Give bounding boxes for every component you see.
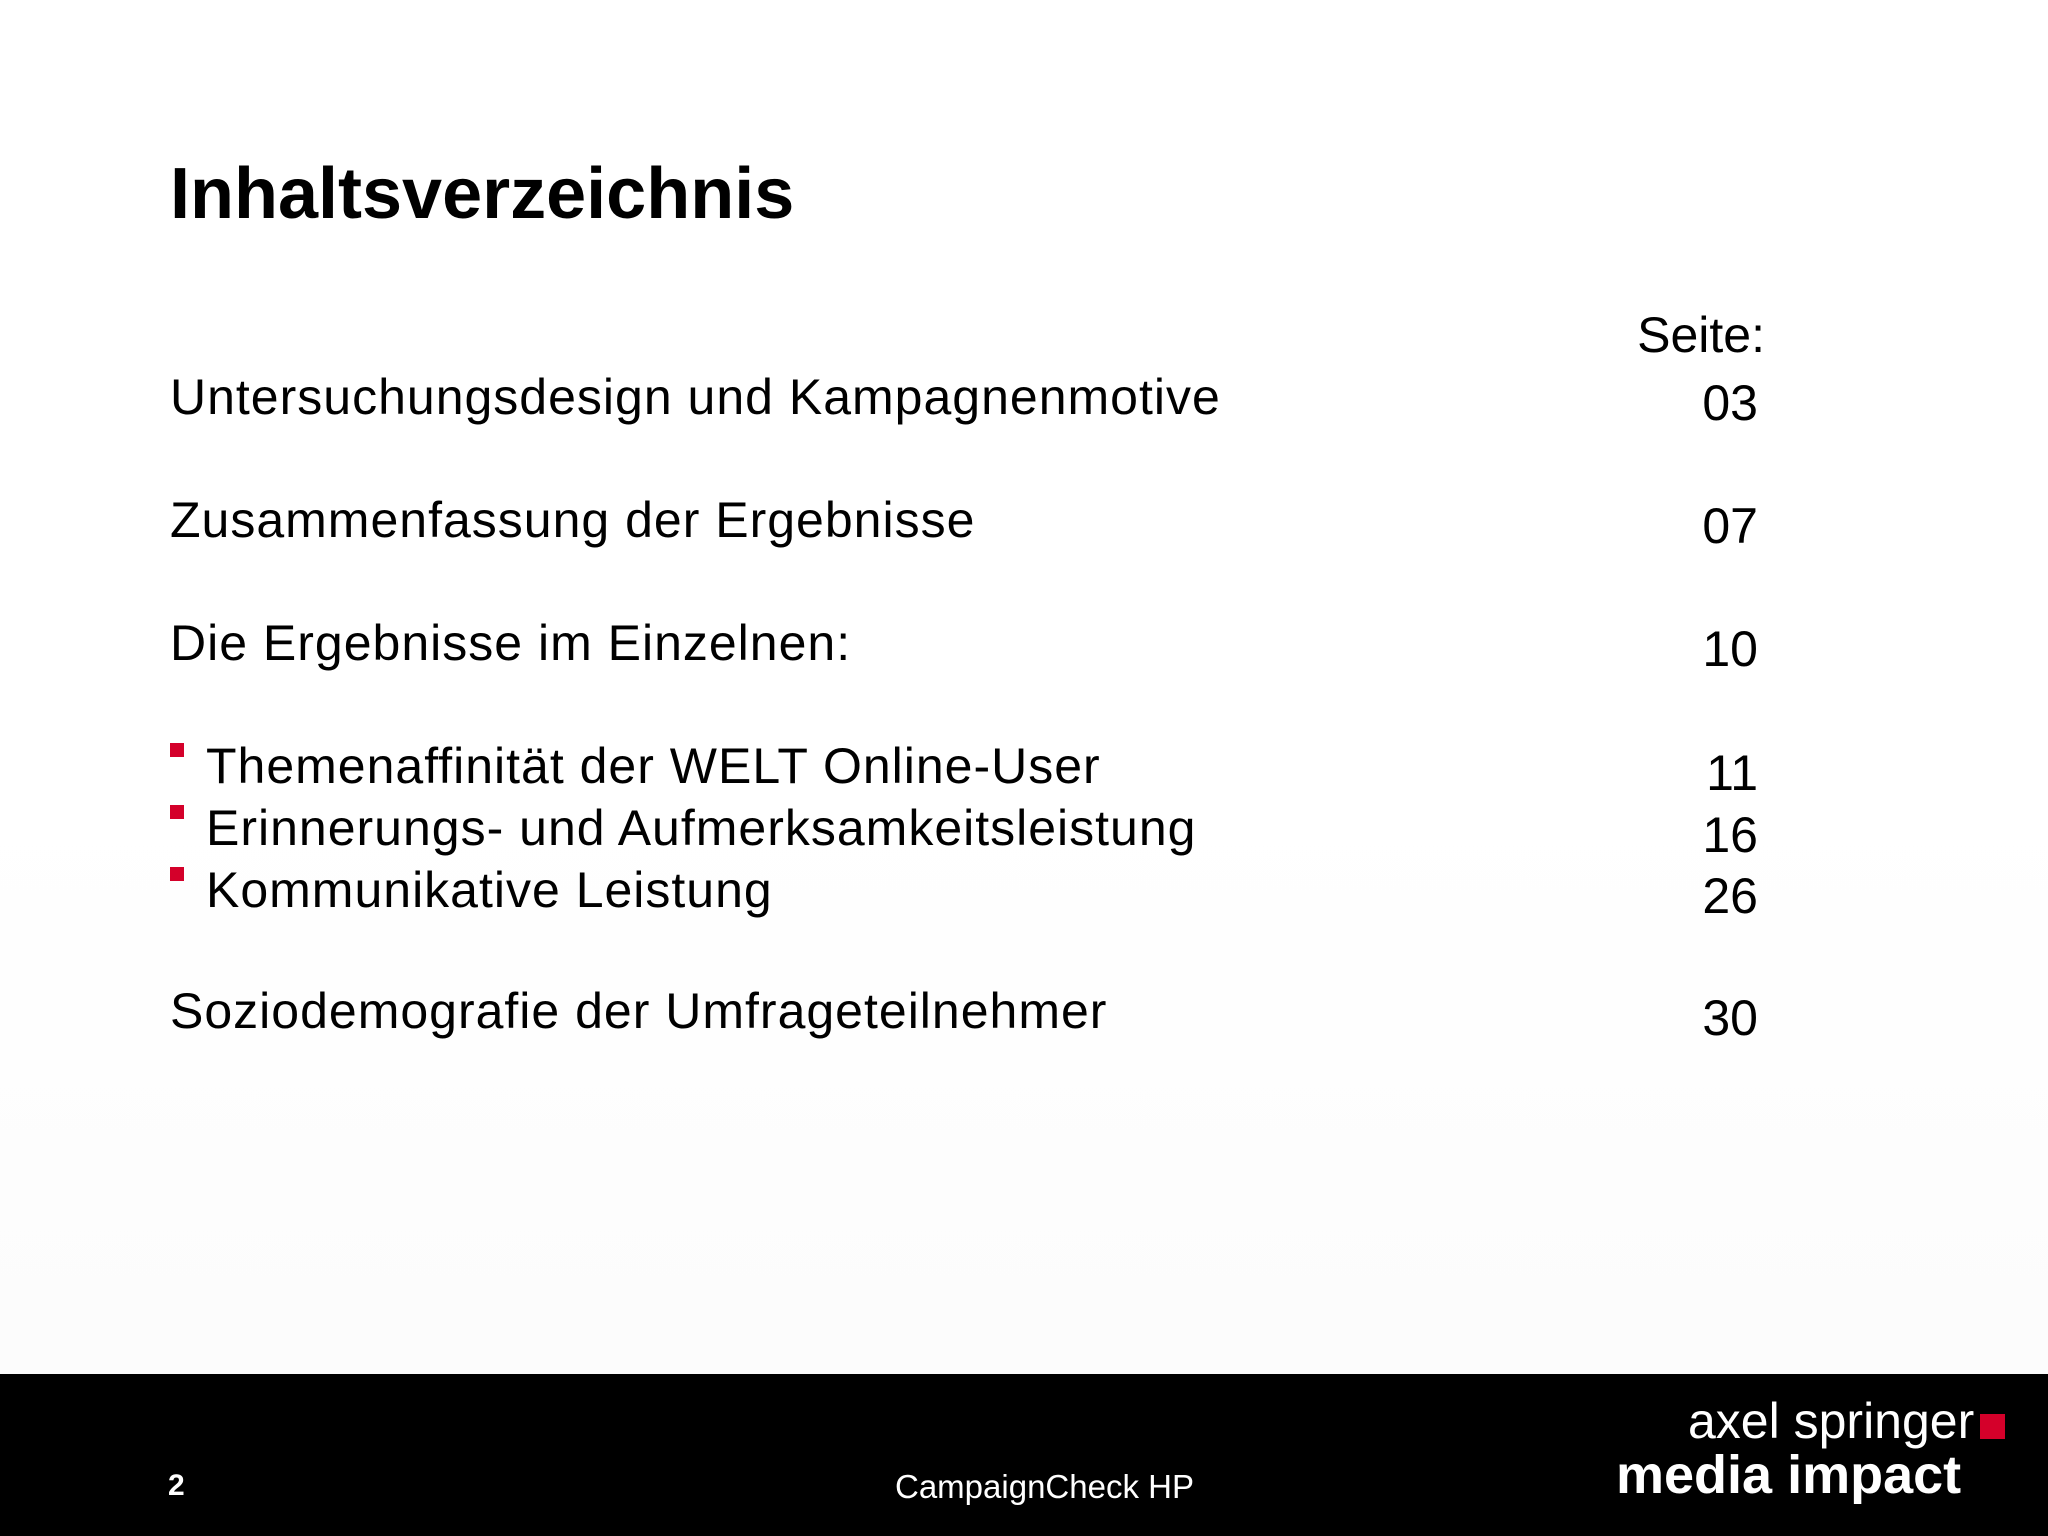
bullet-square-icon bbox=[170, 867, 184, 881]
logo-text-axel-springer: axel springer bbox=[1688, 1393, 1975, 1449]
page-title: Inhaltsverzeichnis bbox=[170, 154, 795, 234]
toc-subentry-label: Kommunikative Leistung bbox=[206, 862, 773, 918]
slide-number: 2 bbox=[168, 1469, 185, 1502]
page-column-header: Seite: bbox=[1637, 307, 1765, 363]
toc-entry-label: Soziodemografie der Umfrageteilnehmer bbox=[170, 983, 1108, 1039]
footer-title: CampaignCheck HP bbox=[895, 1468, 1194, 1505]
toc-subentry bbox=[170, 738, 1101, 794]
toc-subentry bbox=[170, 862, 773, 918]
bullet-square-icon bbox=[170, 805, 184, 819]
logo-text-media-impact: media impact bbox=[1616, 1445, 1962, 1505]
toc-entry-page: 10 bbox=[1702, 621, 1758, 677]
toc-subentry-label: Themenaffinität der WELT Online-User bbox=[206, 738, 1101, 794]
toc-entry-page: 26 bbox=[1702, 868, 1758, 924]
toc-subentry bbox=[170, 800, 1197, 856]
toc-entry-page: 30 bbox=[1702, 990, 1758, 1046]
toc-entry-page: 07 bbox=[1702, 498, 1758, 554]
toc-entry-page: 11 bbox=[1706, 745, 1758, 801]
bullet-square-icon bbox=[170, 743, 184, 757]
toc-entry-page: 16 bbox=[1702, 807, 1758, 863]
toc-subentry-label: Erinnerungs- und Aufmerksamkeitsleistung bbox=[206, 800, 1197, 856]
toc-entry-label: Zusammenfassung der Ergebnisse bbox=[170, 492, 976, 548]
toc-entry-label: Die Ergebnisse im Einzelnen: bbox=[170, 615, 852, 671]
toc-entry-page: 03 bbox=[1702, 375, 1758, 431]
logo-red-square-icon bbox=[1980, 1414, 2005, 1439]
toc-entry-label: Untersuchungsdesign und Kampagnenmotive bbox=[170, 369, 1221, 425]
